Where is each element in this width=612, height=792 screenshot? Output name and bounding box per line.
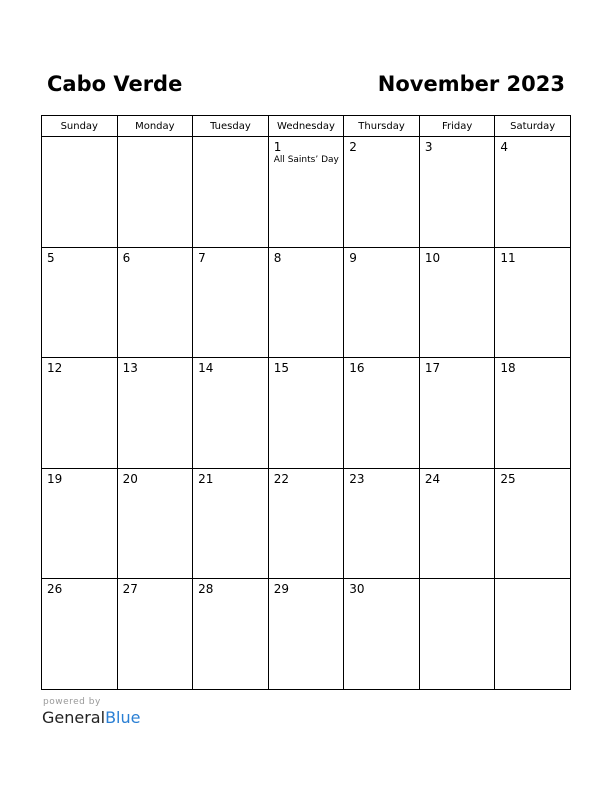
weekday-tuesday: Tuesday	[193, 116, 269, 137]
day-cell	[42, 137, 118, 248]
day-number	[495, 579, 570, 582]
day-number: 6	[122, 250, 131, 265]
day-number: 23	[349, 471, 365, 486]
day-number: 28	[198, 582, 214, 596]
weekday-thursday: Thursday	[344, 116, 420, 137]
day-number: 18	[500, 361, 516, 375]
powered-by-label: powered by	[43, 697, 101, 707]
day-number: 21	[198, 471, 214, 486]
calendar-grid	[41, 115, 571, 690]
day-cell	[344, 358, 420, 469]
footer-branding	[42, 697, 140, 728]
day-number: 10	[424, 250, 441, 265]
day-cell	[117, 247, 193, 358]
day-number: 24	[424, 471, 441, 486]
day-number	[420, 579, 495, 582]
week-row	[42, 137, 571, 248]
day-cell	[268, 137, 344, 248]
day-cell	[193, 358, 269, 469]
weekday-monday: Monday	[117, 116, 193, 137]
day-cell	[117, 579, 193, 690]
day-number: 2	[349, 140, 357, 154]
weekday-wednesday: Wednesday	[268, 116, 344, 137]
calendar-header	[41, 68, 571, 100]
day-cell	[344, 468, 420, 579]
day-cell	[268, 579, 344, 690]
day-number: 25	[500, 471, 516, 486]
day-number: 20	[122, 471, 138, 486]
day-cell	[42, 579, 118, 690]
day-cell	[419, 247, 495, 358]
day-cell	[42, 468, 118, 579]
day-cell	[268, 247, 344, 358]
day-number: 29	[273, 582, 289, 596]
holiday-label: All Saints’ Day	[273, 155, 339, 165]
day-number: 7	[198, 250, 206, 265]
day-number: 9	[349, 250, 357, 265]
weekday-sunday: Sunday	[42, 116, 118, 137]
day-cell	[495, 468, 571, 579]
day-cell	[193, 579, 269, 690]
day-cell	[42, 247, 118, 358]
day-cell	[268, 468, 344, 579]
day-cell	[193, 137, 269, 248]
day-cell	[117, 358, 193, 469]
day-number: 17	[424, 361, 441, 375]
weekday-saturday: Saturday	[495, 116, 571, 137]
day-cell	[344, 579, 420, 690]
weekday-header-row	[42, 116, 571, 137]
brand-logo[interactable]	[42, 708, 140, 728]
day-cell	[344, 247, 420, 358]
day-cell	[419, 358, 495, 469]
brand-blue-text: Blue	[105, 708, 141, 727]
day-cell	[117, 468, 193, 579]
day-number: 12	[47, 361, 63, 375]
day-cell	[117, 137, 193, 248]
day-cell	[495, 579, 571, 690]
day-number: 3	[424, 140, 433, 154]
day-cell	[495, 137, 571, 248]
day-number: 11	[500, 250, 516, 265]
day-cell	[419, 137, 495, 248]
day-number: 4	[500, 140, 509, 154]
day-number: 8	[273, 250, 282, 265]
day-number: 14	[198, 361, 214, 375]
day-number: 15	[273, 361, 289, 375]
day-cell	[268, 358, 344, 469]
day-number: 22	[273, 471, 289, 486]
day-number: 27	[122, 582, 138, 596]
day-number	[193, 137, 268, 140]
day-number: 30	[349, 582, 365, 596]
day-cell	[344, 137, 420, 248]
week-row	[42, 468, 571, 579]
week-row	[42, 247, 571, 358]
day-number: 13	[122, 361, 138, 375]
day-cell	[419, 468, 495, 579]
brand-general-text: General	[42, 708, 106, 727]
day-cell	[495, 358, 571, 469]
day-number: 16	[349, 361, 365, 375]
week-row	[42, 579, 571, 690]
day-number: 1	[273, 140, 282, 154]
day-cell	[42, 358, 118, 469]
week-row	[42, 358, 571, 469]
country-title: Cabo Verde	[47, 72, 183, 96]
day-cell	[193, 247, 269, 358]
day-number: 5	[47, 250, 55, 265]
day-cell	[419, 579, 495, 690]
day-number	[42, 137, 117, 140]
weekday-friday: Friday	[419, 116, 495, 137]
day-cell	[193, 468, 269, 579]
month-title: November 2023	[377, 72, 565, 96]
day-cell	[495, 247, 571, 358]
day-number: 19	[47, 471, 63, 486]
day-number	[118, 137, 193, 140]
day-number: 26	[47, 582, 63, 596]
